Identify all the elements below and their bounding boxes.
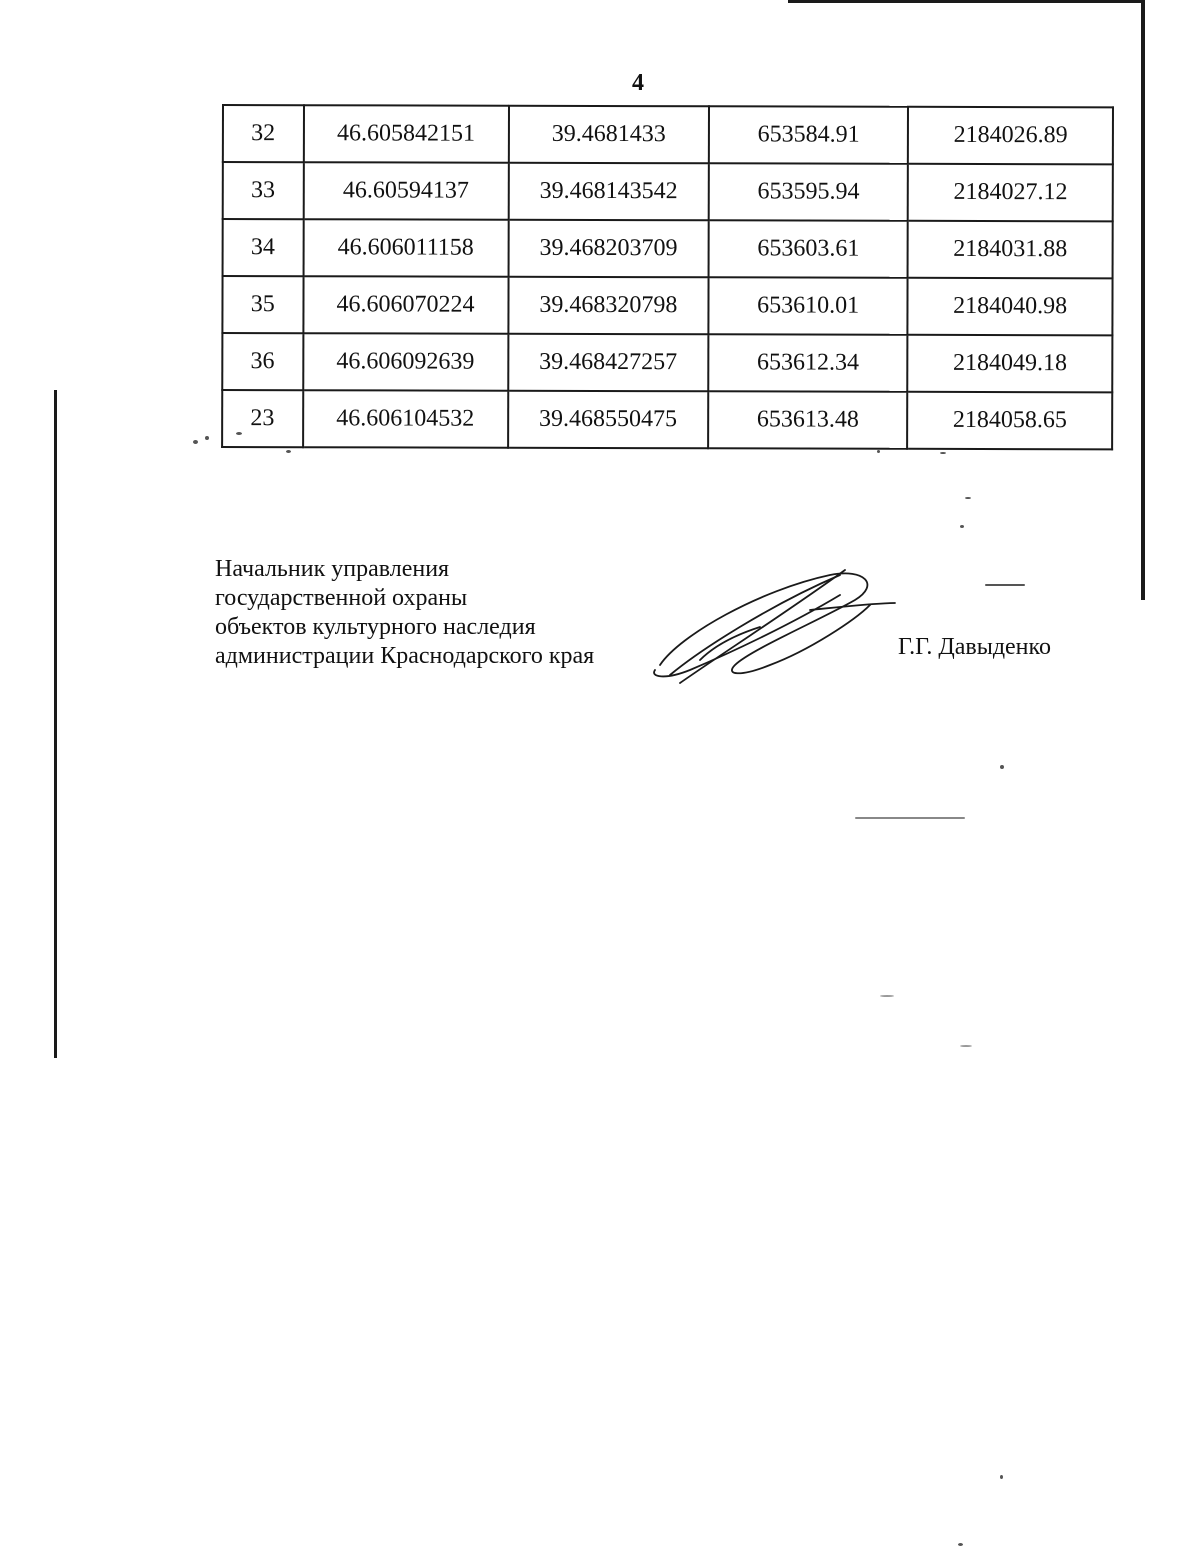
scan-speck — [960, 1045, 972, 1047]
longitude-cell: 39.468203709 — [508, 220, 708, 278]
point-number-cell: 33 — [223, 162, 304, 219]
scan-speck — [1000, 765, 1004, 769]
signatory-title — [215, 555, 594, 671]
table-row — [223, 162, 1113, 221]
point-number-cell: 34 — [223, 219, 304, 276]
scan-speck — [965, 497, 971, 499]
longitude-cell: 39.468143542 — [508, 163, 708, 221]
scan-edge-left — [54, 390, 57, 1058]
signatory-title-line: объектов культурного наследия — [215, 614, 536, 640]
handwritten-signature — [640, 565, 900, 690]
y-coordinate-cell: 2184049.18 — [908, 335, 1113, 393]
scan-speck — [236, 432, 242, 435]
table-row — [222, 390, 1112, 449]
x-coordinate-cell: 653595.94 — [709, 163, 909, 221]
scan-speck — [286, 450, 291, 453]
signatory-name: Г.Г. Давыденко — [898, 634, 1051, 660]
y-coordinate-cell: 2184031.88 — [908, 221, 1113, 279]
table-row — [223, 219, 1113, 278]
x-coordinate-cell: 653584.91 — [709, 106, 909, 164]
x-coordinate-cell: 653613.48 — [708, 391, 908, 449]
latitude-cell: 46.606092639 — [303, 333, 508, 391]
scan-speck — [940, 452, 946, 454]
scan-speck — [958, 1543, 963, 1546]
y-coordinate-cell: 2184026.89 — [908, 107, 1113, 165]
table-row — [222, 276, 1112, 335]
scan-speck — [960, 525, 964, 528]
signatory-title-line: администрации Краснодарского края — [215, 643, 595, 669]
scan-speck — [1000, 1475, 1003, 1479]
scan-speck — [193, 440, 198, 444]
longitude-cell: 39.468550475 — [508, 391, 708, 449]
y-coordinate-cell: 2184027.12 — [908, 164, 1113, 222]
x-coordinate-cell: 653610.01 — [708, 277, 908, 335]
scan-speck — [985, 584, 1025, 586]
scan-edge-top — [788, 0, 1144, 3]
scan-speck — [877, 450, 880, 453]
longitude-cell: 39.468427257 — [508, 334, 708, 392]
point-number-cell: 36 — [222, 333, 303, 390]
y-coordinate-cell: 2184040.98 — [908, 278, 1113, 336]
latitude-cell: 46.606104532 — [303, 390, 508, 448]
x-coordinate-cell: 653612.34 — [708, 334, 908, 392]
latitude-cell: 46.60594137 — [303, 162, 508, 220]
signatory-title-line: государственной охраны — [215, 585, 468, 611]
x-coordinate-cell: 653603.61 — [709, 220, 909, 278]
latitude-cell: 46.605842151 — [303, 105, 508, 163]
table-row — [223, 105, 1113, 164]
table-row — [222, 333, 1112, 392]
latitude-cell: 46.606070224 — [303, 276, 508, 334]
coordinates-table — [221, 104, 1114, 450]
point-number-cell: 35 — [222, 276, 303, 333]
scan-speck — [205, 436, 209, 440]
y-coordinate-cell: 2184058.65 — [908, 392, 1113, 450]
longitude-cell: 39.4681433 — [509, 106, 709, 164]
longitude-cell: 39.468320798 — [508, 277, 708, 335]
scan-speck — [880, 995, 894, 997]
scan-speck — [855, 817, 965, 819]
point-number-cell: 23 — [222, 390, 303, 447]
signatory-title-line: Начальник управления — [215, 556, 450, 582]
latitude-cell: 46.606011158 — [303, 219, 508, 277]
page-number: 4 — [632, 70, 644, 96]
point-number-cell: 32 — [223, 105, 304, 162]
